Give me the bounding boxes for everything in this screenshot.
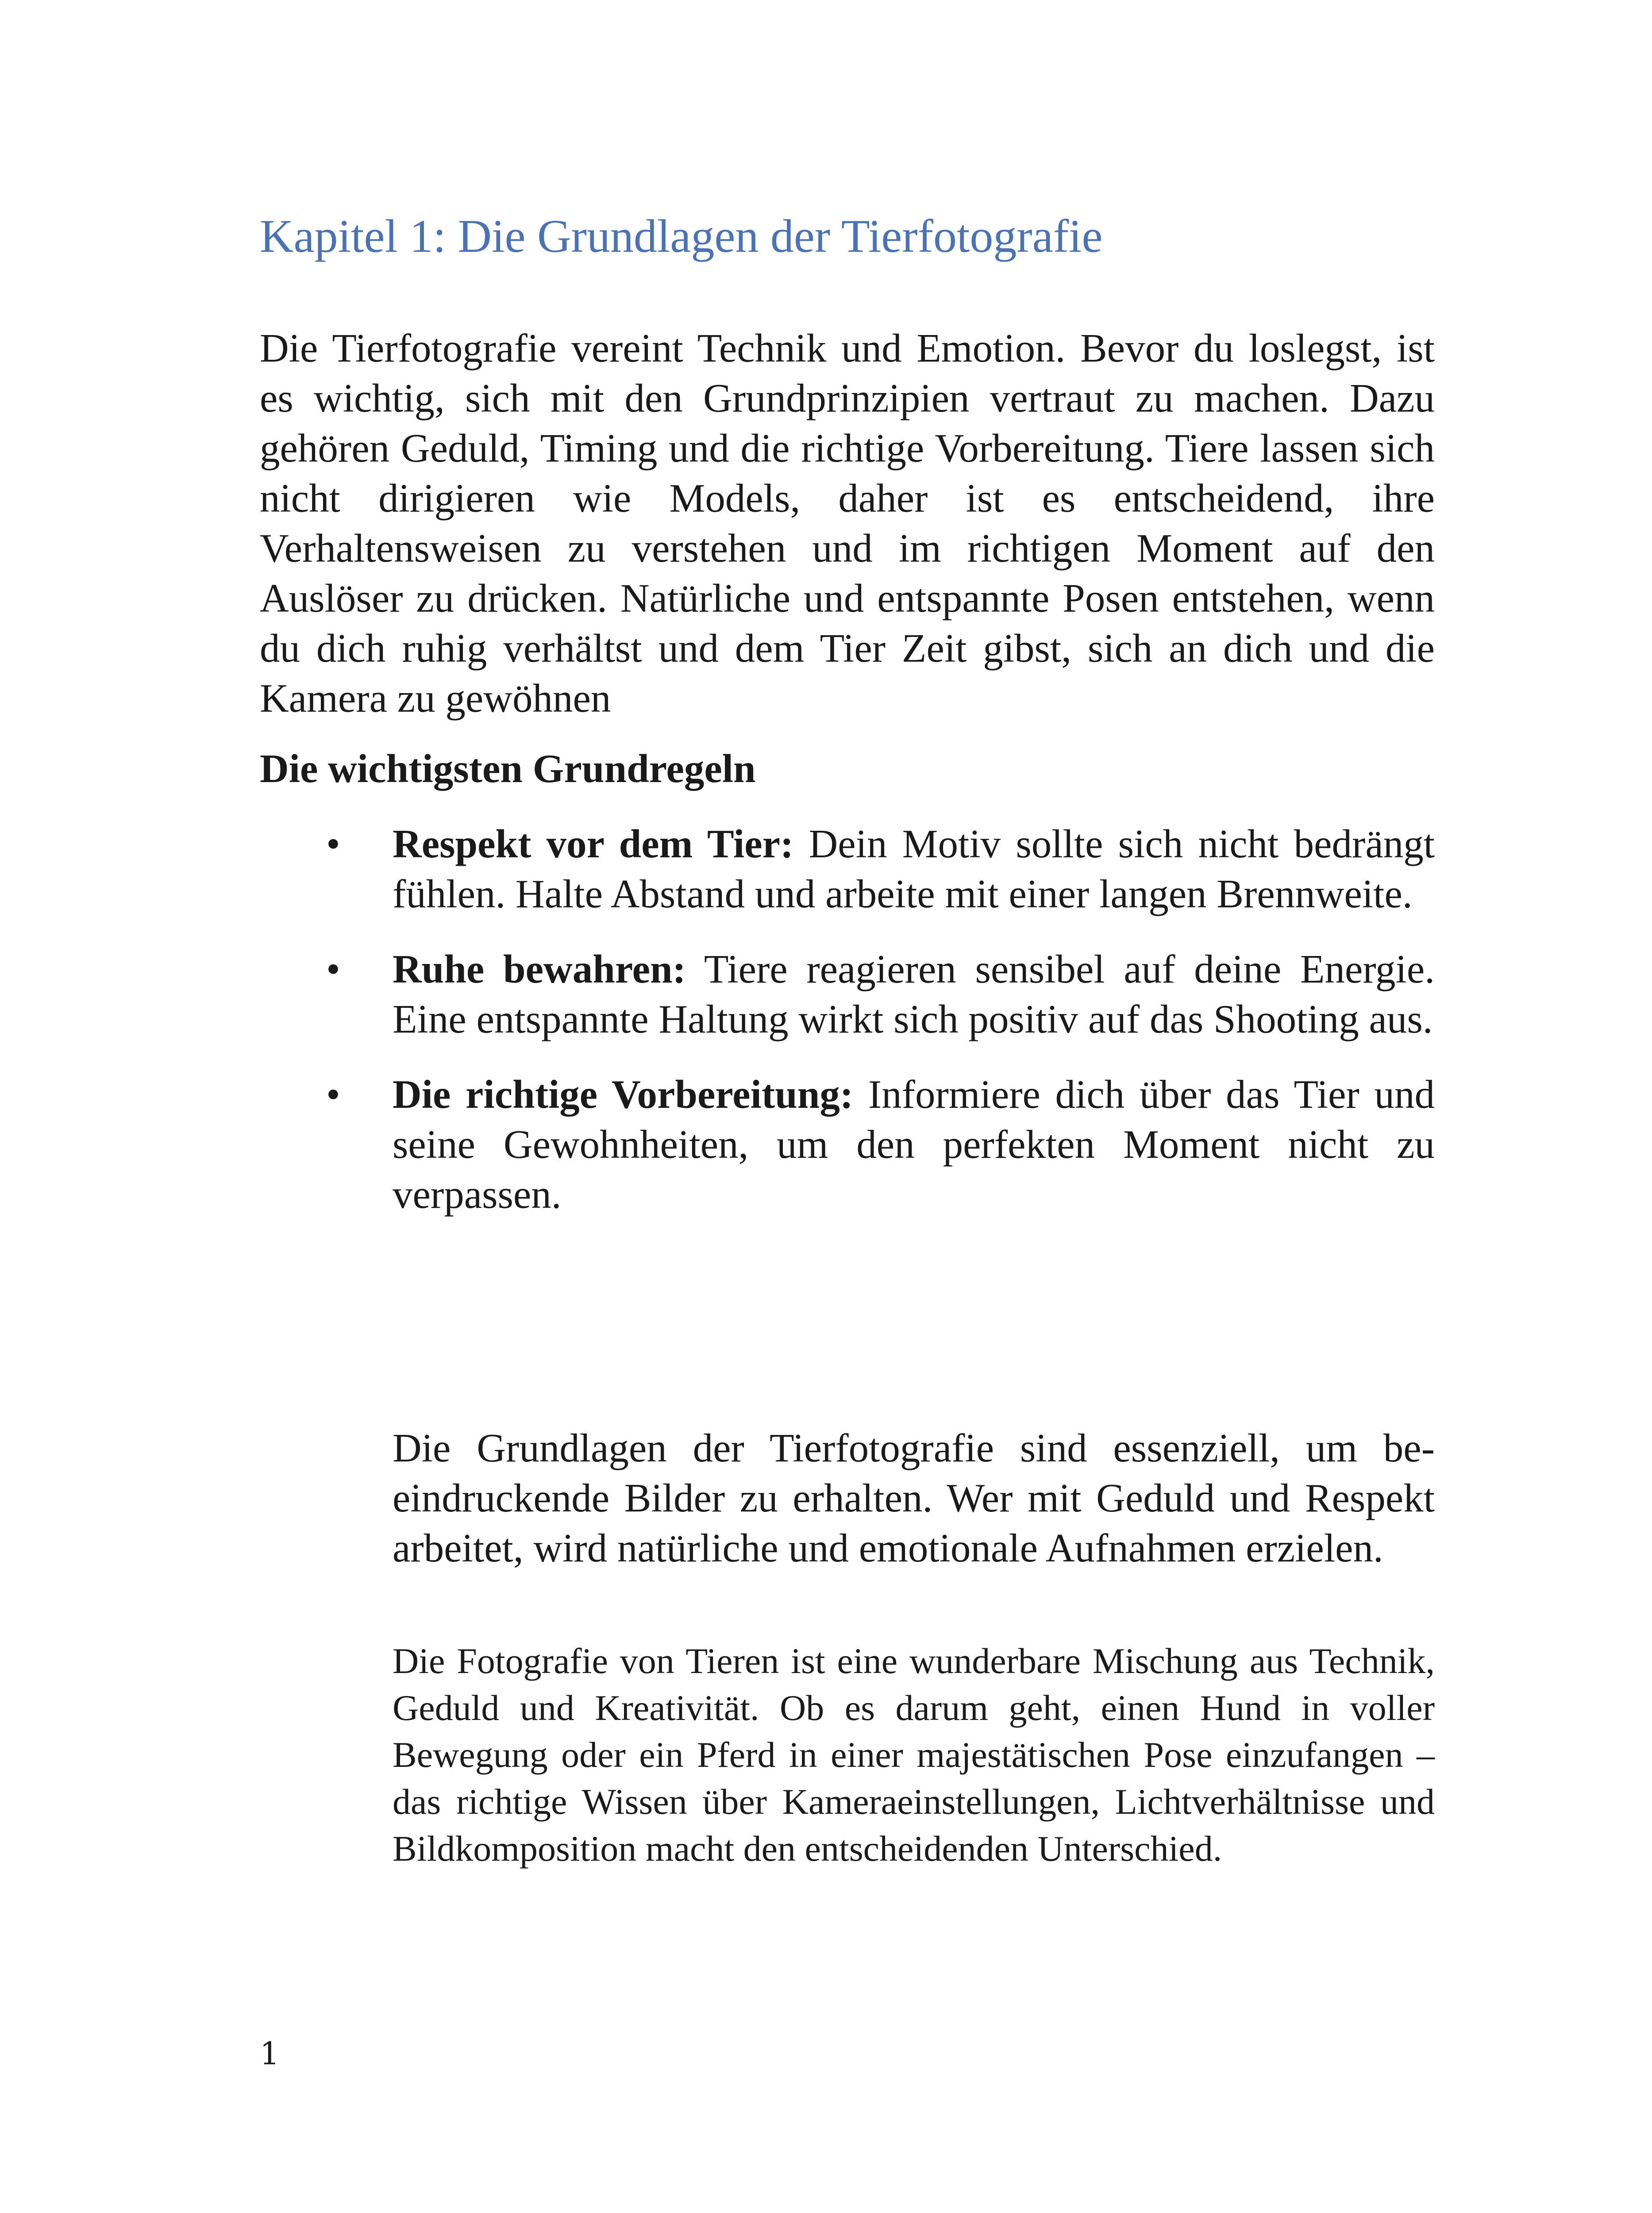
rule-title: Die richtige Vorbereitung: (393, 1072, 854, 1117)
rule-text: Tiere reagieren sensibel auf deine Energie. Eine entspannte Haltung wirkt sich positiv auf das Shooting aus. (393, 947, 1435, 1041)
rules-list (260, 819, 1435, 1245)
bullet-icon: • (326, 821, 340, 866)
rule-title: Respekt vor dem Tier: (393, 821, 794, 866)
rule-title: Ruhe bewahren: (393, 947, 686, 991)
conclusion-paragraph: Die Grundlagen der Tierfotografie sind essenziell, um beeindruckende Bilder zu erhalten. Wer mit Geduld und Respekt arbeitet, wird natürliche und emotionale Aufnahmen erzielen. (393, 1426, 1435, 1570)
rules-heading: Die wichtigsten Grundregeln (260, 746, 756, 791)
bullet-icon: • (326, 947, 340, 991)
rule-item-calm (260, 944, 1435, 1044)
rule-text: Informiere dich über das Tier und seine Gewohnheiten, um den perfekten Moment nicht zu verpassen. (393, 1072, 1435, 1217)
page-number: 1 (260, 2036, 280, 2072)
bullet-icon: • (326, 1072, 340, 1117)
rule-item-respect (260, 819, 1435, 919)
intro-paragraph: Die Tierfotografie vereint Technik und Emotion. Bevor du loslegst, ist es wichtig, sich mit den Grundprinzipien vertraut zu machen. Dazu gehören Geduld, Timing und die richtige Vorbereitung. Tiere lassen sich nicht dirigieren wie Models, daher ist es entscheidend, ihre Verhaltensweisen zu verstehen und im richtigen Moment auf den Auslöser zu drücken. Natürliche und entspannte Posen entstehen, wenn du dich ruhig verhältst und dem Tier Zeit gibst, sich an dich und die Kamera zu gewöhnen (260, 326, 1435, 721)
chapter-title: Kapitel 1: Die Grundlagen der Tierfotografie (260, 210, 1103, 262)
rule-text: Dein Motiv sollte sich nicht bedrängt fühlen. Halte Abstand und arbeite mit einer langen Brennweite. (393, 821, 1435, 916)
closing-paragraph: Die Fotografie von Tieren ist eine wunderbare Mischung aus Technik, Geduld und Kreativität. Ob es darum geht, einen Hund in voller Bewegung oder ein Pferd in einer majestätischen Pose einzufangen – das richtige Wissen über Kameraeinstellungen, Lichtverhältnisse und Bildkomposition macht den entscheidenden Unterschied. (393, 1641, 1435, 1869)
rule-item-preparation (260, 1069, 1435, 1219)
